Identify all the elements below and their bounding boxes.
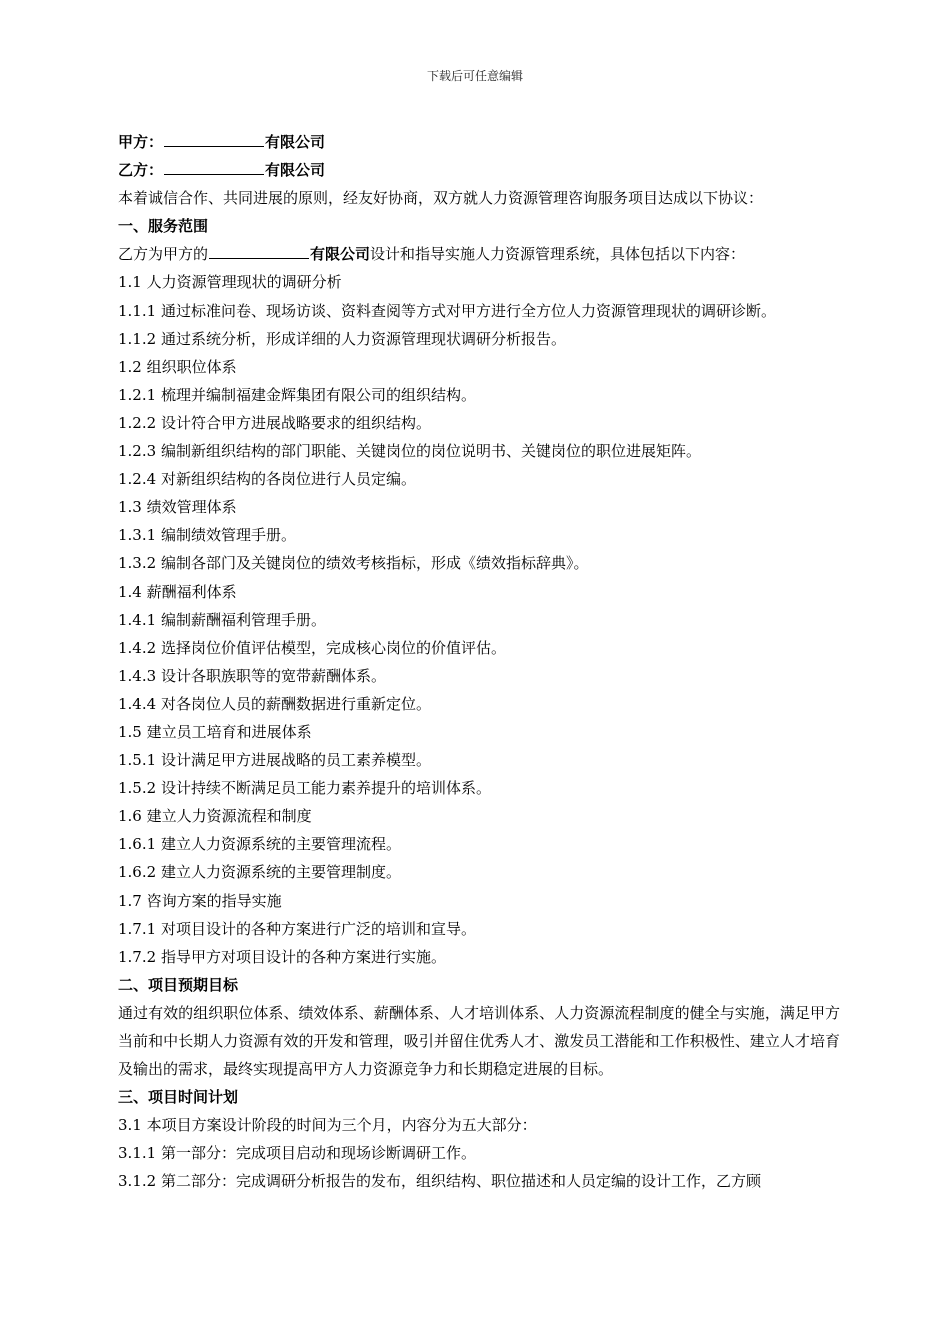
list-item: 1.4.4 对各岗位人员的薪酬数据进行重新定位。 <box>118 694 431 713</box>
list-item: 1.4.1 编制薪酬福利管理手册。 <box>118 610 326 629</box>
list-item: 1.1.1 通过标准问卷、现场访谈、资料查阅等方式对甲方进行全方位人力资源管理现状的调研诊断。 <box>118 301 776 320</box>
section2-title: 二、项目预期目标 <box>118 975 239 994</box>
list-item: 1.4 薪酬福利体系 <box>118 582 237 601</box>
list-item: 1.6.1 建立人力资源系统的主要管理流程。 <box>118 835 401 854</box>
list-item: 1.7.1 对项目设计的各种方案进行广泛的培训和宣导。 <box>118 919 476 938</box>
list-item: 1.4.2 选择岗位价值评估模型，完成核心岗位的价值评估。 <box>118 638 506 657</box>
header-note: 下载后可任意编辑 <box>426 69 523 83</box>
list-item: 1.2.2 设计符合甲方进展战略要求的组织结构。 <box>118 413 431 432</box>
section3-title: 三、项目时间计划 <box>118 1088 239 1107</box>
list-item: 1.3.1 编制绩效管理手册。 <box>118 526 296 545</box>
section1-lead-post: 设计和指导实施人力资源管理系统，具体包括以下内容： <box>370 245 746 264</box>
party-a-line <box>118 128 840 156</box>
party-a-suffix: 有限公司 <box>265 133 326 151</box>
party-b-line <box>118 156 840 184</box>
section1-lead <box>118 240 840 268</box>
section1-items <box>118 268 840 970</box>
section3-items <box>118 1111 840 1195</box>
section2-body: 通过有效的组织职位体系、绩效体系、薪酬体系、人才培训体系、人力资源流程制度的健全与实施，满足甲方当前和中长期人力资源有效的开发和管理，吸引并留住优秀人才、激发员工潜能和工作积极性、建立人才培育及输出的需求，最终实现提高甲方人力资源竞争力和长期稳定进展的目标。 <box>118 1003 840 1079</box>
list-item: 1.2.4 对新组织结构的各岗位进行人员定编。 <box>118 470 416 489</box>
intro-paragraph: 本着诚信合作、共同进展的原则，经友好协商，双方就人力资源管理咨询服务项目达成以下协议： <box>118 189 764 208</box>
section1-title: 一、服务范围 <box>118 217 209 236</box>
list-item: 3.1.1 第一部分：完成项目启动和现场诊断调研工作。 <box>118 1144 476 1163</box>
list-item: 3.1.2 第二部分：完成调研分析报告的发布，组织结构、职位描述和人员定编的设计工作，乙方顾 <box>118 1172 761 1191</box>
list-item: 3.1 本项目方案设计阶段的时间为三个月，内容分为五大部分： <box>118 1116 537 1135</box>
list-item: 1.6.2 建立人力资源系统的主要管理制度。 <box>118 863 401 882</box>
section1-lead-blank <box>209 244 309 259</box>
list-item: 1.2.3 编制新组织结构的部门职能、关键岗位的岗位说明书、关键岗位的职位进展矩阵。 <box>118 442 701 461</box>
list-item: 1.1.2 通过系统分析，形成详细的人力资源管理现状调研分析报告。 <box>118 329 566 348</box>
list-item: 1.3 绩效管理体系 <box>118 498 237 517</box>
list-item: 1.5.2 设计持续不断满足员工能力素养提升的培训体系。 <box>118 779 491 798</box>
section1-lead-company: 有限公司 <box>310 245 371 264</box>
party-b-blank <box>164 160 264 175</box>
list-item: 1.5 建立员工培育和进展体系 <box>118 722 312 741</box>
party-b-suffix: 有限公司 <box>265 161 326 180</box>
party-b-label: 乙方： <box>118 161 164 180</box>
list-item: 1.6 建立人力资源流程和制度 <box>118 807 312 826</box>
list-item: 1.7 咨询方案的指导实施 <box>118 891 282 910</box>
list-item: 1.4.3 设计各职族职等的宽带薪酬体系。 <box>118 666 386 685</box>
list-item: 1.5.1 设计满足甲方进展战略的员工素养模型。 <box>118 751 431 770</box>
document-body <box>118 128 840 1196</box>
list-item: 1.7.2 指导甲方对项目设计的各种方案进行实施。 <box>118 947 446 966</box>
list-item: 1.2 组织职位体系 <box>118 357 237 376</box>
party-a-blank <box>164 132 264 147</box>
section1-lead-pre: 乙方为甲方的 <box>118 245 209 264</box>
list-item: 1.3.2 编制各部门及关键岗位的绩效考核指标，形成《绩效指标辞典》。 <box>118 554 589 573</box>
party-a-label: 甲方： <box>118 133 164 151</box>
list-item: 1.2.1 梳理并编制福建金辉集团有限公司的组织结构。 <box>118 385 476 404</box>
list-item: 1.1 人力资源管理现状的调研分析 <box>118 273 342 292</box>
